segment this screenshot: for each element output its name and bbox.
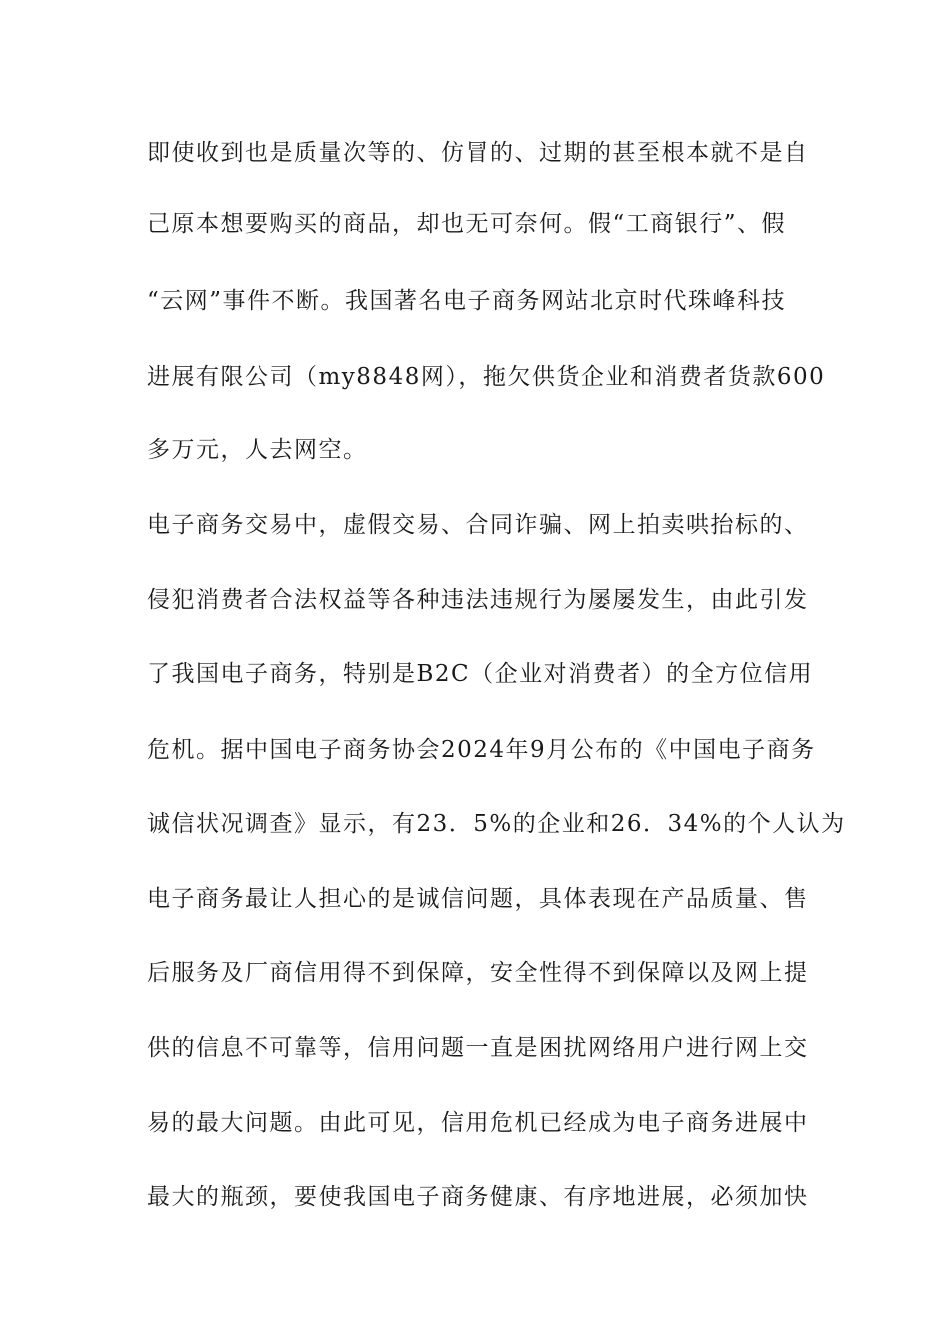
- text-line: 了我国电子商务，特别是B2C（企业对消费者）的全方位信用: [147, 661, 814, 687]
- text-line: 供的信息不可靠等，信用问题一直是困扰网络用户进行网上交: [147, 1035, 809, 1061]
- text-line: 后服务及厂商信用得不到保障，安全性得不到保障以及网上提: [147, 960, 809, 986]
- text-line: 即使收到也是质量次等的、仿冒的、过期的甚至根本就不是自: [147, 140, 809, 166]
- text-line: 电子商务交易中，虚假交易、合同诈骗、网上拍卖哄抬标的、: [147, 512, 809, 538]
- text-line: 诚信状况调查》显示，有23．5%的企业和26．34%的个人认为: [147, 811, 846, 837]
- text-line: 侵犯消费者合法权益等各种违法违规行为屡屡发生，由此引发: [147, 587, 809, 613]
- text-line: 电子商务最让人担心的是诚信问题，具体表现在产品质量、售: [147, 886, 809, 912]
- text-line: “云网”事件不断。我国著名电子商务网站北京时代珠峰科技: [147, 288, 787, 314]
- text-line: 易的最大问题。由此可见，信用危机已经成为电子商务进展中: [147, 1110, 809, 1136]
- text-line: 进展有限公司（my8848网），拖欠供货企业和消费者货款600: [147, 364, 826, 390]
- text-line: 最大的瓶颈，要使我国电子商务健康、有序地进展，必须加快: [147, 1184, 809, 1210]
- text-line: 己原本想要购买的商品，却也无可奈何。假“工商银行”、假: [147, 211, 787, 237]
- text-line: 危机。据中国电子商务协会2024年9月公布的《中国电子商务: [147, 737, 816, 763]
- text-line: 多万元，人去网空。: [147, 437, 368, 463]
